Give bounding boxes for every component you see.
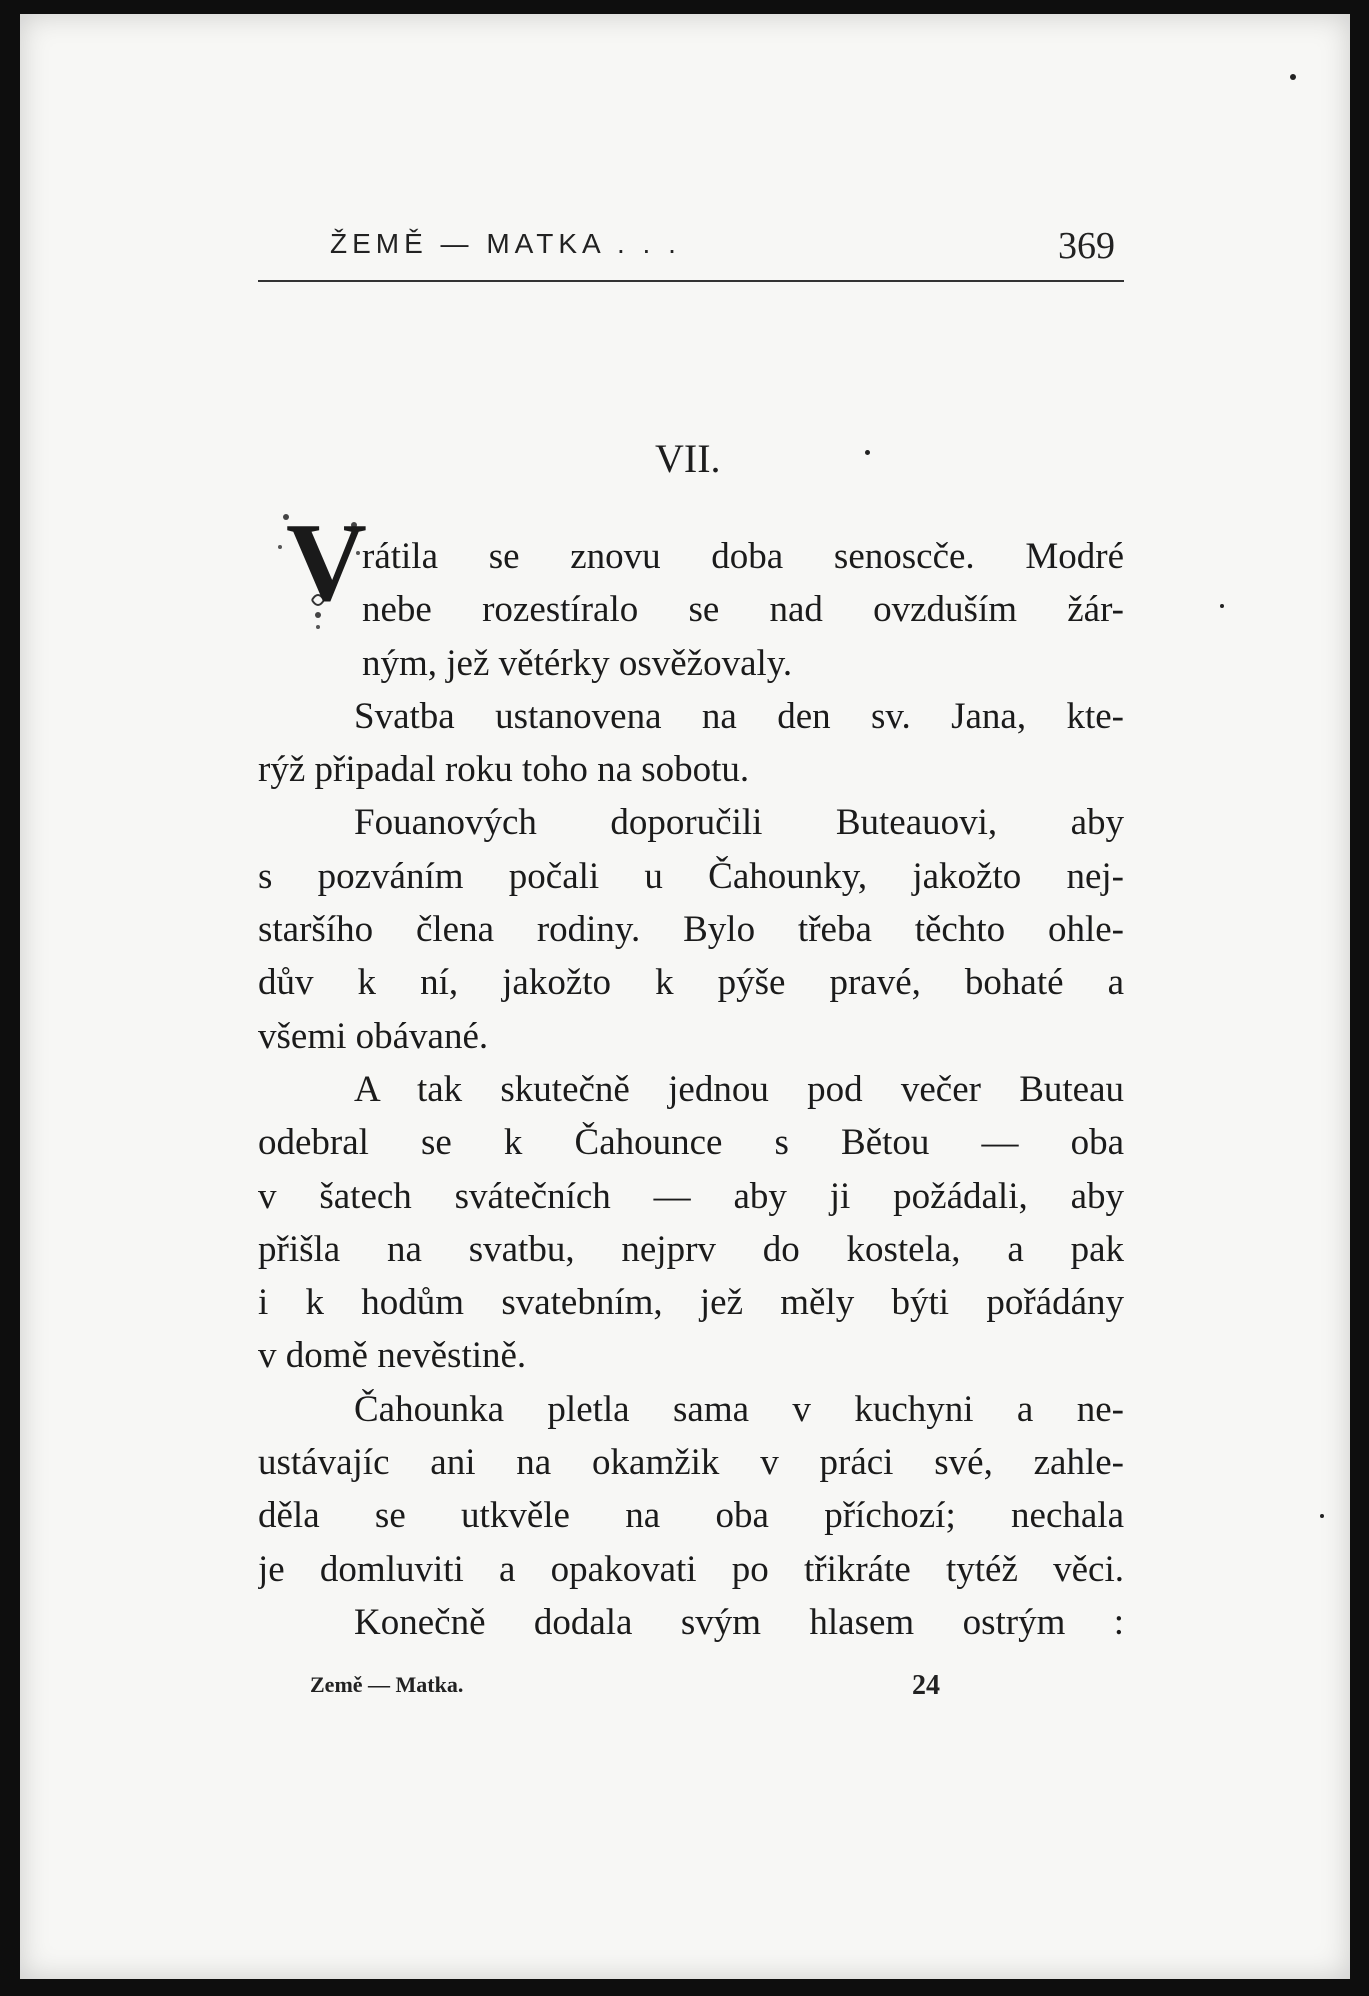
text-line: přišla na svatbu, nejprv do kostela, a pak — [258, 1228, 1124, 1270]
text-line: rátila se znovu doba senoscče. Modré — [362, 536, 1124, 577]
text-line: děla se utkvěle na oba příchozí; nechala — [258, 1495, 1124, 1537]
text-line: Čahounka pletla sama v kuchyni a ne- — [354, 1388, 1124, 1430]
text-line: Konečně dodala svým hlasem ostrým : — [354, 1601, 1124, 1643]
text-line: v šatech svátečních — aby ji požádali, aby — [258, 1175, 1124, 1217]
text-line: ustávajíc ani na okamžik v práci své, zahle- — [258, 1442, 1124, 1484]
text-line: nebe rozestíralo se nad ovzduším žár- — [362, 589, 1124, 631]
drop-cap: V — [286, 501, 367, 625]
text-line: všemi obávané. — [258, 1015, 489, 1057]
signature-footer — [310, 1672, 940, 1712]
text-line: s pozváním počali u Čahounky, jakožto nej- — [258, 855, 1124, 897]
text-line: i k hodům svatebním, jež měly býti pořádány — [258, 1282, 1124, 1324]
text-line: Svatba ustanovena na den sv. Jana, kte- — [354, 695, 1124, 737]
text-line: ným, jež větérky osvěžovaly. — [362, 642, 793, 684]
text-line: staršího člena rodiny. Bylo třeba těchto ohle- — [258, 909, 1124, 951]
running-title: ŽEMĚ — MATKA . . . — [330, 228, 681, 259]
text-line: je domluviti a opakovati po třikráte tytéž věci. — [258, 1548, 1124, 1590]
ink-speck — [1320, 1514, 1324, 1518]
page-number: 369 — [1058, 225, 1115, 267]
ink-speck — [1290, 74, 1296, 80]
signature-title: Země — Matka. — [310, 1672, 464, 1697]
ink-speck — [1220, 604, 1224, 608]
ink-speck — [865, 450, 870, 455]
text-line: odebral se k Čahounce s Bětou — oba — [258, 1122, 1124, 1164]
text-line: rýž připadal roku toho na sobotu. — [258, 749, 750, 791]
running-header — [330, 225, 1125, 272]
text-line: Fouanových doporučili Buteauovi, aby — [354, 802, 1124, 844]
body-text — [258, 530, 1124, 1649]
text-line: dův k ní, jakožto k pýše pravé, bohaté a — [258, 962, 1124, 1004]
signature-mark: 24 — [912, 1670, 940, 1701]
header-rule — [258, 280, 1124, 282]
chapter-number: VII. — [655, 436, 721, 481]
text-line: v domě nevěstině. — [258, 1335, 527, 1377]
text-line: A tak skutečně jednou pod večer Buteau — [354, 1068, 1124, 1110]
